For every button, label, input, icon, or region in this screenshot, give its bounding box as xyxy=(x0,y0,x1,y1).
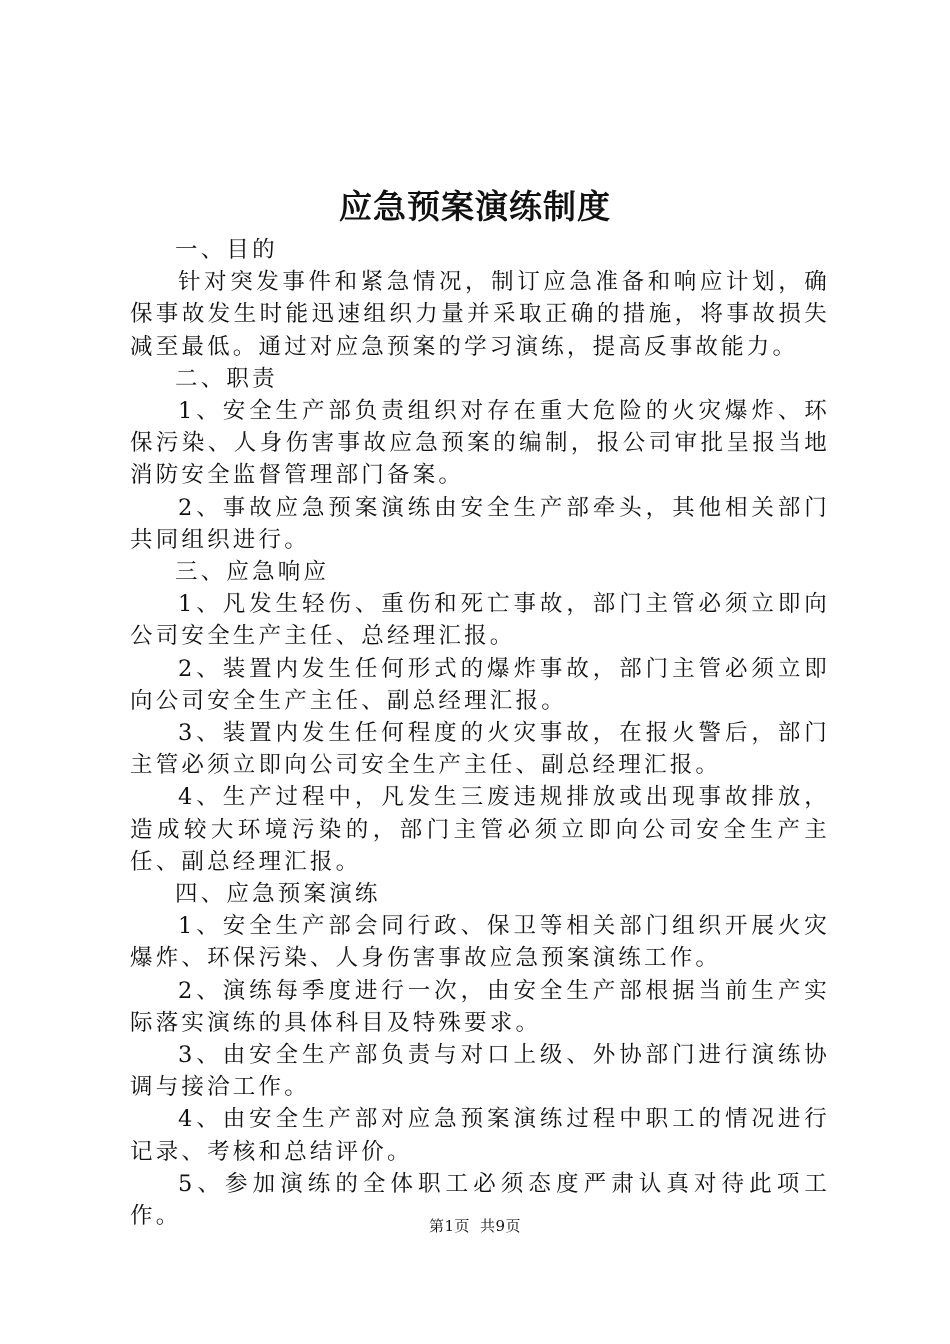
page-number-total: 共9页 xyxy=(480,1217,522,1235)
page-footer xyxy=(0,1215,950,1237)
section-heading-emergency-response: 三、应急响应 xyxy=(175,559,330,586)
document-body xyxy=(130,234,830,1232)
paragraph: 2、装置内发生任何形式的爆炸事故，部门主管必须立即向公司安全生产主任、副总经理汇报。 xyxy=(130,655,830,714)
paragraph: 5、参加演练的全体职工必须态度严肃认真对待此项工作。 xyxy=(130,1170,830,1230)
paragraph: 针对突发事件和紧急情况，制订应急准备和响应计划，确保事故发生时能迅速组织力量并采取正确的措施，将事故损失减至最低。通过对应急预案的学习演练，提高反事故能力。 xyxy=(130,269,830,360)
paragraph: 4、由安全生产部对应急预案演练过程中职工的情况进行记录、考核和总结评价。 xyxy=(130,1106,830,1165)
paragraph: 4、生产过程中，凡发生三废违规排放或出现事故排放，造成较大环境污染的，部门主管必须立即向公司安全生产主任、副总经理汇报。 xyxy=(130,784,830,875)
paragraph: 3、装置内发生任何程度的火灾事故，在报火警后，部门主管必须立即向公司安全生产主任、副总经理汇报。 xyxy=(130,720,830,779)
paragraph: 1、安全生产部会同行政、保卫等相关部门组织开展火灾爆炸、环保污染、人身伤害事故应急预案演练工作。 xyxy=(130,913,830,972)
paragraph: 1、凡发生轻伤、重伤和死亡事故，部门主管必须立即向公司安全生产主任、总经理汇报。 xyxy=(130,591,830,650)
document-title: 应急预案演练制度 xyxy=(339,187,611,226)
page-number-current: 第1页 xyxy=(428,1217,470,1235)
section-heading-drills: 四、应急预案演练 xyxy=(175,881,381,908)
paragraph: 2、事故应急预案演练由安全生产部牵头，其他相关部门共同组织进行。 xyxy=(130,494,830,553)
section-heading-responsibilities: 二、职责 xyxy=(175,365,278,392)
paragraph: 3、由安全生产部负责与对口上级、外协部门进行演练协调与接洽工作。 xyxy=(130,1042,830,1101)
section-heading-purpose: 一、目的 xyxy=(175,237,278,263)
paragraph: 1、安全生产部负责组织对存在重大危险的火灾爆炸、环保污染、人身伤害事故应急预案的编制，报公司审批呈报当地消防安全监督管理部门备案。 xyxy=(130,398,830,489)
paragraph: 2、演练每季度进行一次，由安全生产部根据当前生产实际落实演练的具体科目及特殊要求。 xyxy=(130,977,830,1036)
